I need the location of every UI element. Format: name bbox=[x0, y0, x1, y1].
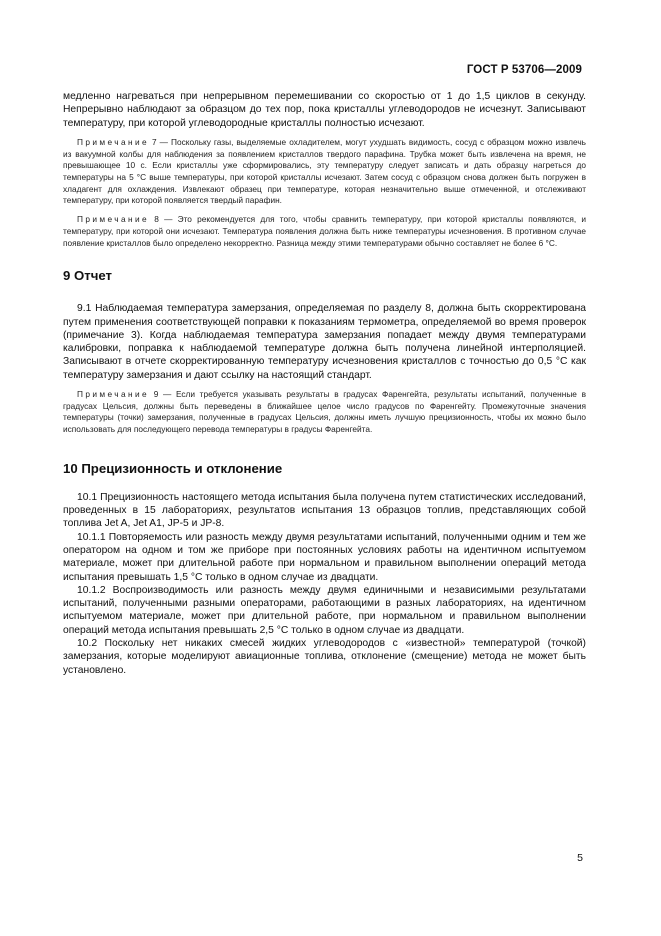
page-content bbox=[63, 90, 586, 677]
note-9-label: Примечание bbox=[77, 389, 150, 399]
note-7-label: Примечание bbox=[77, 136, 150, 147]
intro-paragraph: медленно нагреваться при непрерывном перемешивании со скоростью от 1 до 1,5 циклов в секунду. Непрерывно наблюдают за образцом до тех пор, пока кристаллы углеводородов не исчезнут. Записывают температуру, при которой углеводородные кристаллы полностью исчезают. bbox=[63, 91, 586, 129]
note-7-text: 7 — Поскольку газы, выделяемые охладителем, могут ухудшать видимость, сосуд с образцом можно извлечь из вакуумной колбы для наблюдения за появлением кристаллов твердого парафина. Трубка может быть извлечена на время, не превышающее 10 с. Если кристаллы уже сформировались, эту температуру следует записать и дать образцу нагреться до температуры на 5 °С выше температуры, при которой кристаллы исчезают. Затем сосуд с образцом снова должен быть погружен в хладагент для охлаждения. Извлекают образец при температуре, которая незначительно выше отмеченной, и отслеживают температуру, при которой появляется твердый парафин. bbox=[63, 136, 586, 206]
note-9 bbox=[63, 389, 586, 436]
section-9-1-paragraph: 9.1 Наблюдаемая температура замерзания, определяемая по разделу 8, должна быть скорректирована путем применения соответствующей поправки к показаниям термометра, определяемой во время проверок (примечание 3). Когда наблюдаемая температура замерзания попадает между двумя температурами калибровки, поправка к наблюдаемой температуре должна быть получена линейной интерполяцией. Записывают в отчете скорректированную температуру исчезновения кристаллов с точностью до 0,5 °С как температуру замерзания и дают ссылку на настоящий стандарт. bbox=[63, 303, 586, 381]
note-8-label: Примечание bbox=[77, 214, 150, 225]
note-8-text: 8 — Это рекомендуется для того, чтобы сравнить температуру, при которой кристаллы появляются, и температуру, при которой они исчезают. Температура появления должна быть ниже температуры исчезновения. В противном случае появление кристаллов было определено некорректно. Разница между этими температурами обычно составляет не более 6 °С. bbox=[63, 214, 586, 248]
note-8 bbox=[63, 214, 586, 249]
note-7 bbox=[63, 137, 586, 207]
section-10-1-2-paragraph: 10.1.2 Воспроизводимость или разность между двумя единичными и независимыми результатами испытаний, полученными разными операторами, работающими в разных лабораториях, на идентичном испытуемом материале, может при длительной работе, при нормальном и правильном выполнении операций метода испытания превышать 2,5 °С только в одном случае из двадцати. bbox=[63, 584, 586, 636]
document-header: ГОСТ Р 53706—2009 bbox=[466, 64, 582, 76]
page-number: 5 bbox=[577, 852, 583, 864]
section-10-1-paragraph: 10.1 Прецизионность настоящего метода испытания была получена путем статистических исследований, проведенных в 15 лабораториях, результатов испытания 13 образцов топлив, представляющих собой топлива Jet A, Jet A1, JP-5 и JP-8. bbox=[63, 491, 586, 530]
note-9-text: 9 — Если требуется указывать результаты в градусах Фаренгейта, результаты испытаний, полученные в градусах Цельсия, должны быть переведены в ближайшее целое число градусов по Фаренгейту. Промежуточные значения температуры (точки) замерзания, полученные в градусах Цельсия, должны иметь лучшую прецизионность, чтобы их можно было использовать для последующего перевода температуры в градусы Фаренгейта. bbox=[63, 389, 586, 435]
section-10-2-paragraph: 10.2 Поскольку нет никаких смесей жидких углеводородов с «известной» температурой (точкой) замерзания, которые моделируют авиационные топлива, отклонение (смещение) метода не может быть установлено. bbox=[63, 638, 586, 676]
section-10-1-1-paragraph: 10.1.1 Повторяемость или разность между двумя результатами испытаний, полученными одним и тем же оператором на одном и том же приборе при постоянных условиях работы на идентичном испытуемом материале, может при длительной работе при нормальном и правильном выполнении операций метода испытания превышать 1,5 °С только в одном случае из двадцати. bbox=[63, 531, 586, 583]
section-9-heading: 9 Отчет bbox=[63, 268, 112, 284]
section-10-heading: 10 Прецизионность и отклонение bbox=[63, 460, 283, 476]
